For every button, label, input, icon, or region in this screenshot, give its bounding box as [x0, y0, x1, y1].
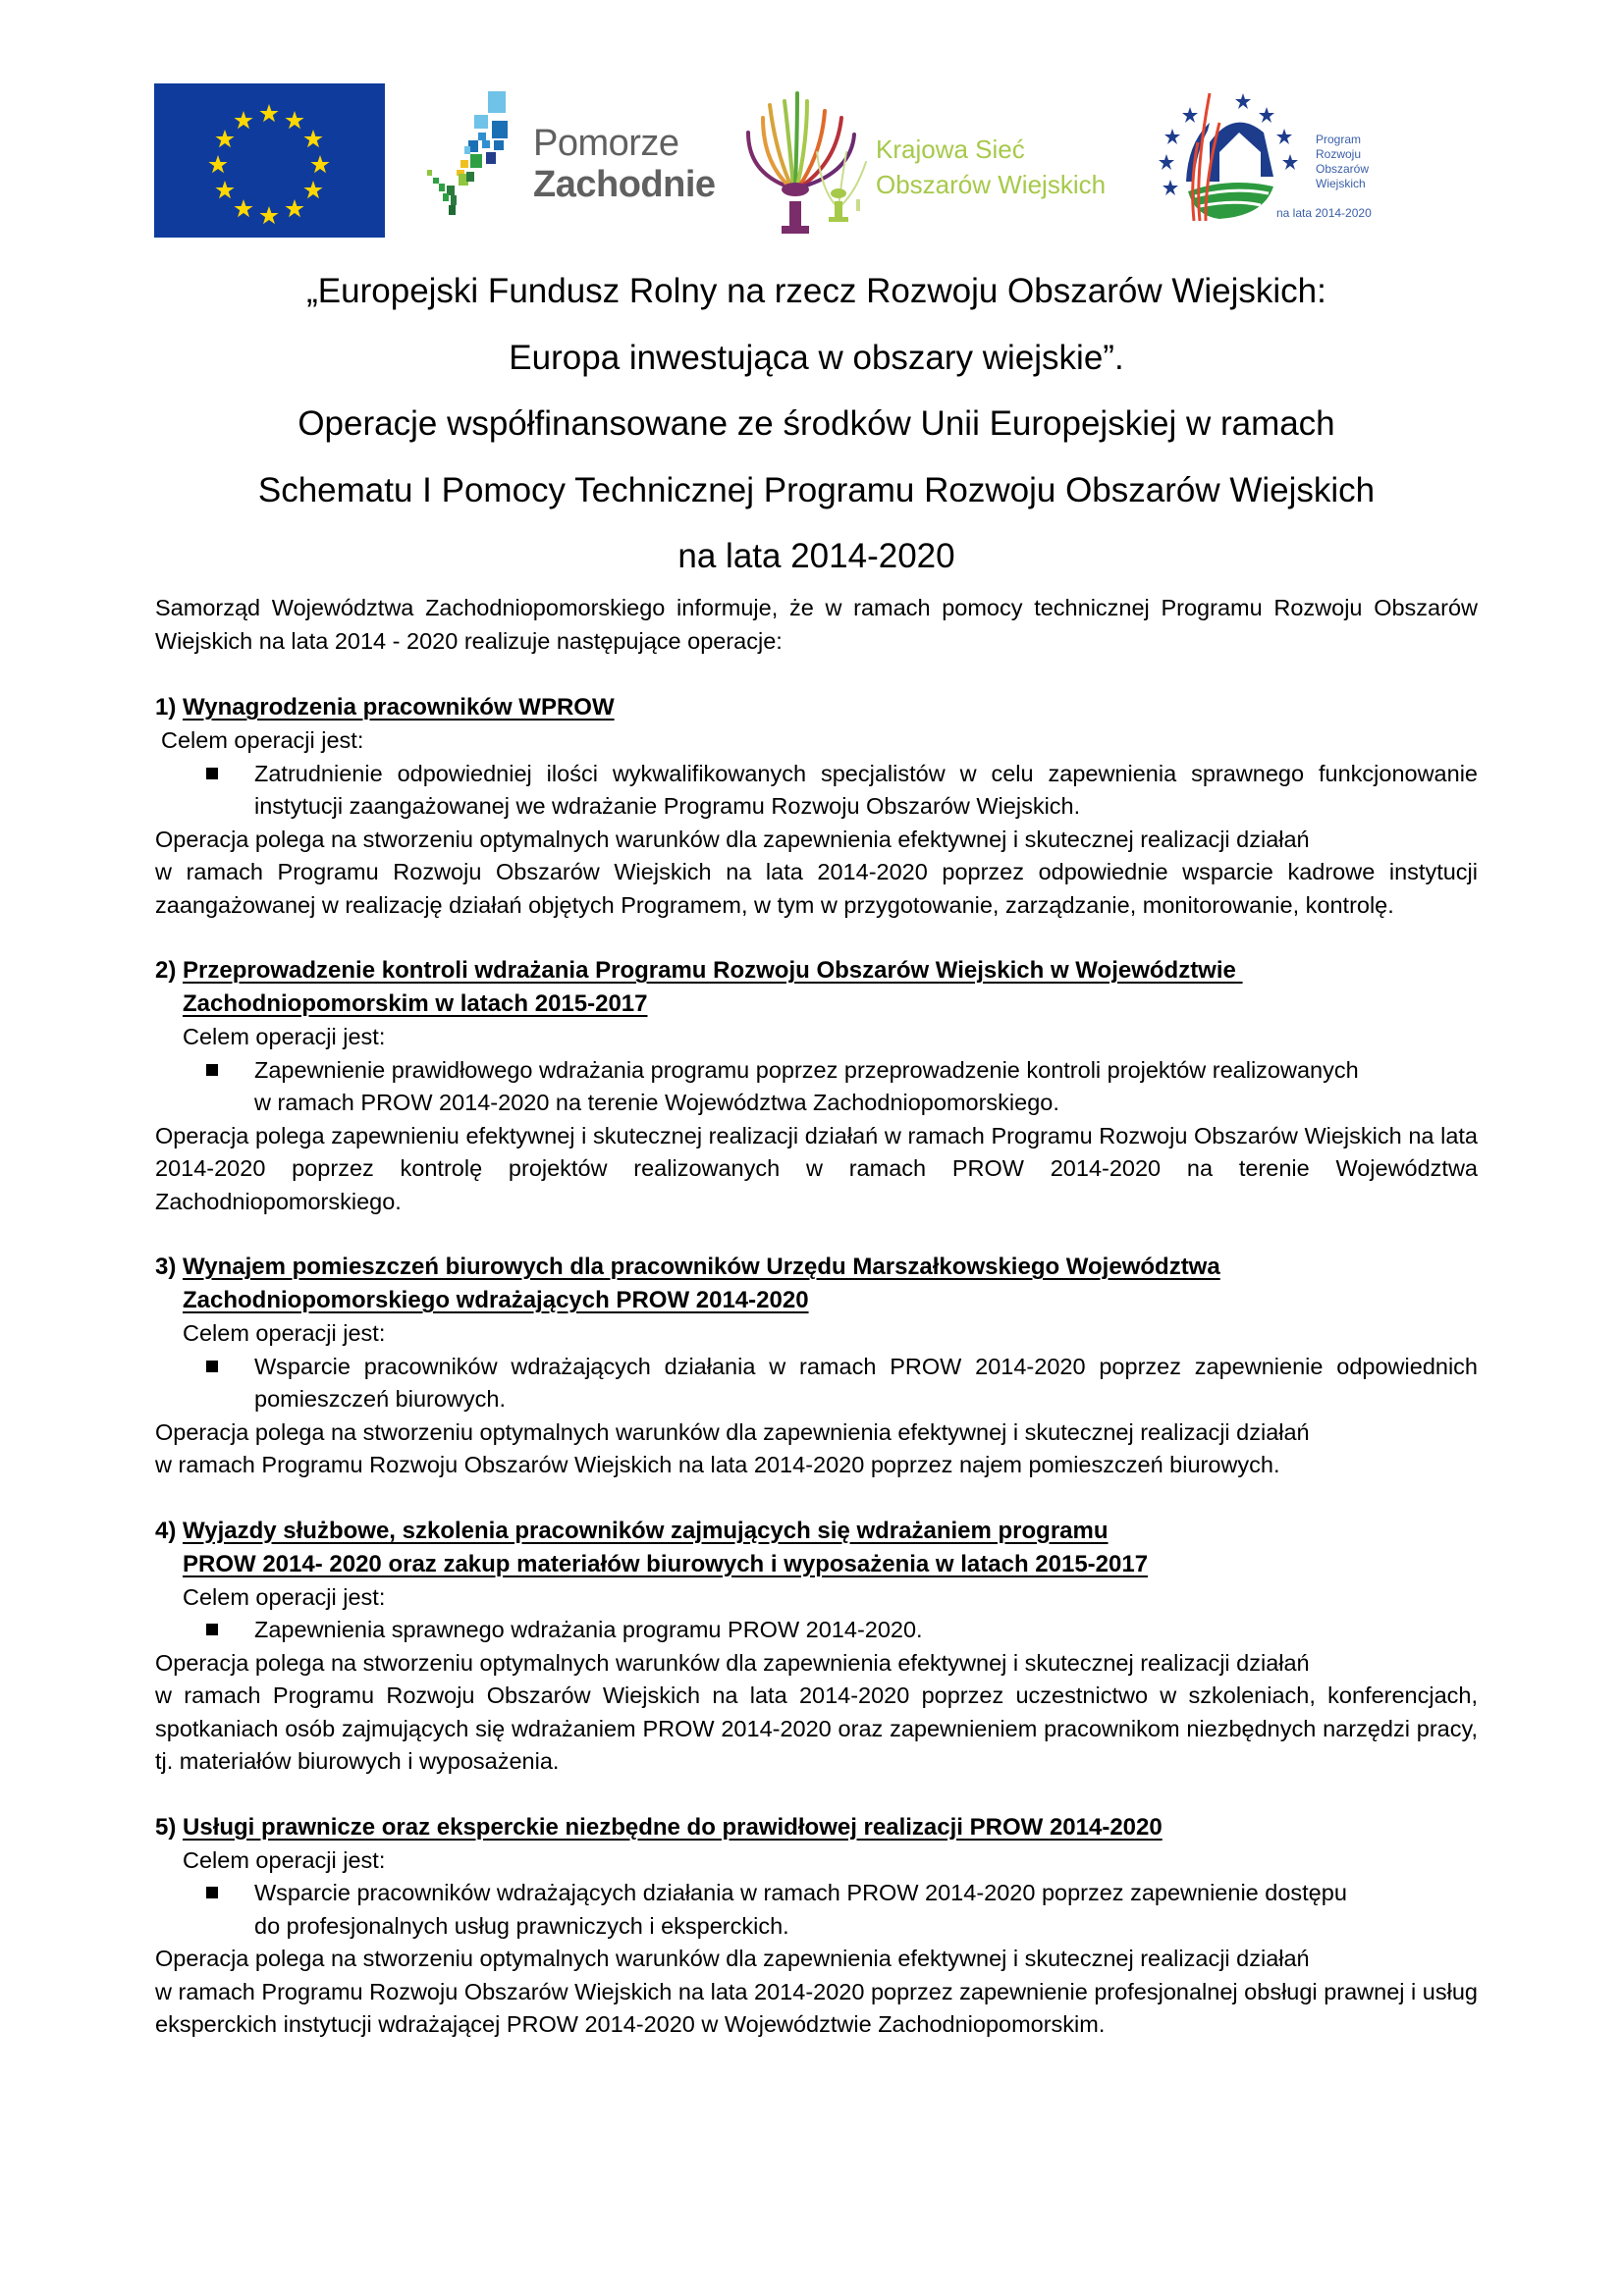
eu-flag-logo [154, 83, 385, 238]
title-line: na lata 2014-2020 [677, 537, 955, 575]
section-lead: Celem operacji jest: [183, 1320, 386, 1346]
square-bullet-icon [206, 768, 218, 779]
section-title-cont: Zachodniopomorskim w latach 2015-2017 [183, 990, 648, 1017]
prow-logo-line: Program [1316, 133, 1362, 146]
section-number: 3) [155, 1254, 177, 1280]
ksow-logo-line1: Krajowa Sieć [876, 134, 1025, 164]
section-title: Usługi prawnicze oraz eksperckie niezbędne do prawidłowej realizacji PROW 2014-2020 [183, 1813, 1163, 1841]
logos-row [154, 83, 1421, 240]
section-heading [155, 1515, 1478, 1581]
bullet-item [155, 1877, 1478, 1943]
section-heading [155, 1811, 1478, 1844]
pomorze-mosaic-icon [419, 83, 527, 221]
section-number: 4) [155, 1517, 177, 1544]
body-line: Operacja polega na stworzeniu optymalnych warunków dla zapewnienia efektywnej i skutecznej realizacji działań [155, 1418, 1310, 1445]
square-bullet-icon [206, 1624, 218, 1635]
ksow-tree-icon [729, 83, 886, 240]
prow-logo-years: na lata 2014-2020 [1276, 206, 1372, 220]
bullet-item [155, 758, 1478, 824]
pomorze-logo-line1: Pomorze [533, 123, 679, 164]
section-heading [155, 691, 1478, 724]
body-paragraph: w ramach Programu Rozwoju Obszarów Wiejskich na lata 2014-2020 poprzez zapewnienie profesjonalnej obsługi prawnej i usług eksperckich instytucji wdrażającej PROW 2014-2020 w Województwie Zachodniopomorskim. [155, 1978, 1478, 2037]
pomorze-zachodnie-logo [419, 83, 716, 231]
body-paragraph: w ramach Programu Rozwoju Obszarów Wiejskich na lata 2014-2020 poprzez odpowiednie wsparcie kadrowe instytucji zaangażowanej w realizację działań objętych Programem, w tym w przygotowanie, zarządzanie, monitorowanie, kontrolę. [155, 859, 1478, 918]
bullet-text: Zapewnienia sprawnego wdrażania programu PROW 2014-2020. [254, 1617, 923, 1642]
bullet-item [155, 1054, 1478, 1120]
section-1 [155, 691, 1478, 922]
body-line: w ramach Programu Rozwoju Obszarów Wiejskich na lata 2014-2020 poprzez najem pomieszczeń biurowych. [155, 1452, 1280, 1477]
bullet-text: Wsparcie pracowników wdrażających działania w ramach PROW 2014-2020 poprzez zapewnienie dostępu [254, 1880, 1347, 1905]
body-line: Operacja polega na stworzeniu optymalnych warunków dla zapewnienia efektywnej i skutecznej realizacji działań [155, 1649, 1310, 1676]
section-lead: Celem operacji jest: [183, 1846, 386, 1873]
section-number: 5) [155, 1813, 177, 1841]
section-4 [155, 1515, 1478, 1779]
section-title: Wynajem pomieszczeń biurowych dla pracowników Urzędu Marszałkowskiego Województwa [183, 1254, 1220, 1280]
ksow-logo-line2: Obszarów Wiejskich [876, 170, 1107, 199]
body-line: Operacja polega na stworzeniu optymalnych warunków dla zapewnienia efektywnej i skutecznej realizacji działań [155, 1946, 1310, 1971]
bullet-item [155, 1351, 1478, 1416]
pomorze-logo-line2: Zachodnie [533, 164, 716, 205]
body-line: Operacja polega na stworzeniu optymalnych warunków dla zapewnienia efektywnej i skutecznej realizacji działań [155, 826, 1310, 852]
section-title: Przeprowadzenie kontroli wdrażania Programu Rozwoju Obszarów Wiejskich w Województwie [183, 957, 1243, 984]
bullet-text: Wsparcie pracowników wdrażających działania w ramach PROW 2014-2020 poprzez zapewnienie odpowiednich pomieszczeń biurowych. [254, 1353, 1478, 1412]
intro-paragraph: Samorząd Województwa Zachodniopomorskiego informuje, że w ramach pomocy technicznej Programu Rozwoju Obszarów Wiejskich na lata 2014 - 2020 realizuje następujące operacje: [155, 595, 1478, 654]
section-lead: Celem operacji jest: [183, 1583, 386, 1610]
section-number: 1) [155, 694, 177, 721]
square-bullet-icon [206, 1064, 218, 1076]
section-title: Wyjazdy służbowe, szkolenia pracowników zajmujących się wdrażaniem programu [183, 1517, 1109, 1544]
square-bullet-icon [206, 1887, 218, 1898]
bullet-text: Zatrudnienie odpowiedniej ilości wykwalifikowanych specjalistów w celu zapewnienia sprawnego funkcjonowanie instytucji zaangażowanej we wdrażanie Programu Rozwoju Obszarów Wiejskich. [254, 760, 1478, 819]
prow-logo-line: Rozwoju [1316, 147, 1362, 161]
section-3 [155, 1251, 1478, 1482]
prow-logo-text [1316, 133, 1369, 191]
square-bullet-icon [206, 1361, 218, 1372]
eu-stars-icon [154, 83, 385, 238]
bullet-item [155, 1614, 1478, 1647]
document-body [155, 592, 1478, 2074]
section-lead: Celem operacji jest: [183, 1024, 386, 1049]
section-lead: Celem operacji jest: [161, 727, 364, 753]
title-line: „Europejski Fundusz Rolny na rzecz Rozwoju Obszarów Wiejskich: [306, 272, 1326, 310]
document-title [155, 258, 1478, 590]
ksow-logo [729, 83, 1151, 240]
prow-logo [1151, 83, 1416, 240]
bullet-text: do profesjonalnych usług prawniczych i eksperckich. [254, 1912, 789, 1939]
section-2 [155, 954, 1478, 1218]
body-paragraph: w ramach Programu Rozwoju Obszarów Wiejskich na lata 2014-2020 poprzez uczestnictwo w szkoleniach, konferencjach, spotkaniach osób zajmujących się wdrażaniem PROW 2014-2020 oraz zapewnieniem pracownikom niezbędnych narzędzi pracy, tj. materiałów biurowych i wyposażenia. [155, 1682, 1478, 1774]
title-line: Operacje współfinansowane ze środków Unii Europejskiej w ramach [298, 404, 1335, 443]
section-title: Wynagrodzenia pracowników WPROW [183, 694, 615, 721]
section-heading [155, 1251, 1478, 1317]
body-paragraph: Operacja polega zapewnieniu efektywnej i skutecznej realizacji działań w ramach Programu Rozwoju Obszarów Wiejskich na lata 2014-2020 poprzez kontrolę projektów realizowanych w ramach PROW 2014-2020 na terenie Województwa Zachodniopomorskiego. [155, 1122, 1478, 1214]
prow-logo-line: Obszarów [1316, 162, 1370, 176]
bullet-text: Zapewnienie prawidłowego wdrażania programu poprzez przeprowadzenie kontroli projektów realizowanych [254, 1056, 1359, 1083]
section-title-cont: PROW 2014- 2020 oraz zakup materiałów biurowych i wyposażenia w latach 2015-2017 [183, 1550, 1149, 1577]
section-number: 2) [155, 957, 177, 984]
title-line: Schematu I Pomocy Technicznej Programu Rozwoju Obszarów Wiejskich [257, 470, 1376, 509]
bullet-text: w ramach PROW 2014-2020 na terenie Województwa Zachodniopomorskiego. [254, 1090, 1059, 1115]
section-5 [155, 1811, 1478, 2042]
section-title-cont: Zachodniopomorskiego wdrażających PROW 2014-2020 [183, 1287, 809, 1313]
section-heading [155, 954, 1478, 1021]
title-line: Europa inwestująca w obszary wiejskie”. [509, 338, 1124, 377]
prow-logo-line: Wiejskich [1316, 177, 1366, 190]
